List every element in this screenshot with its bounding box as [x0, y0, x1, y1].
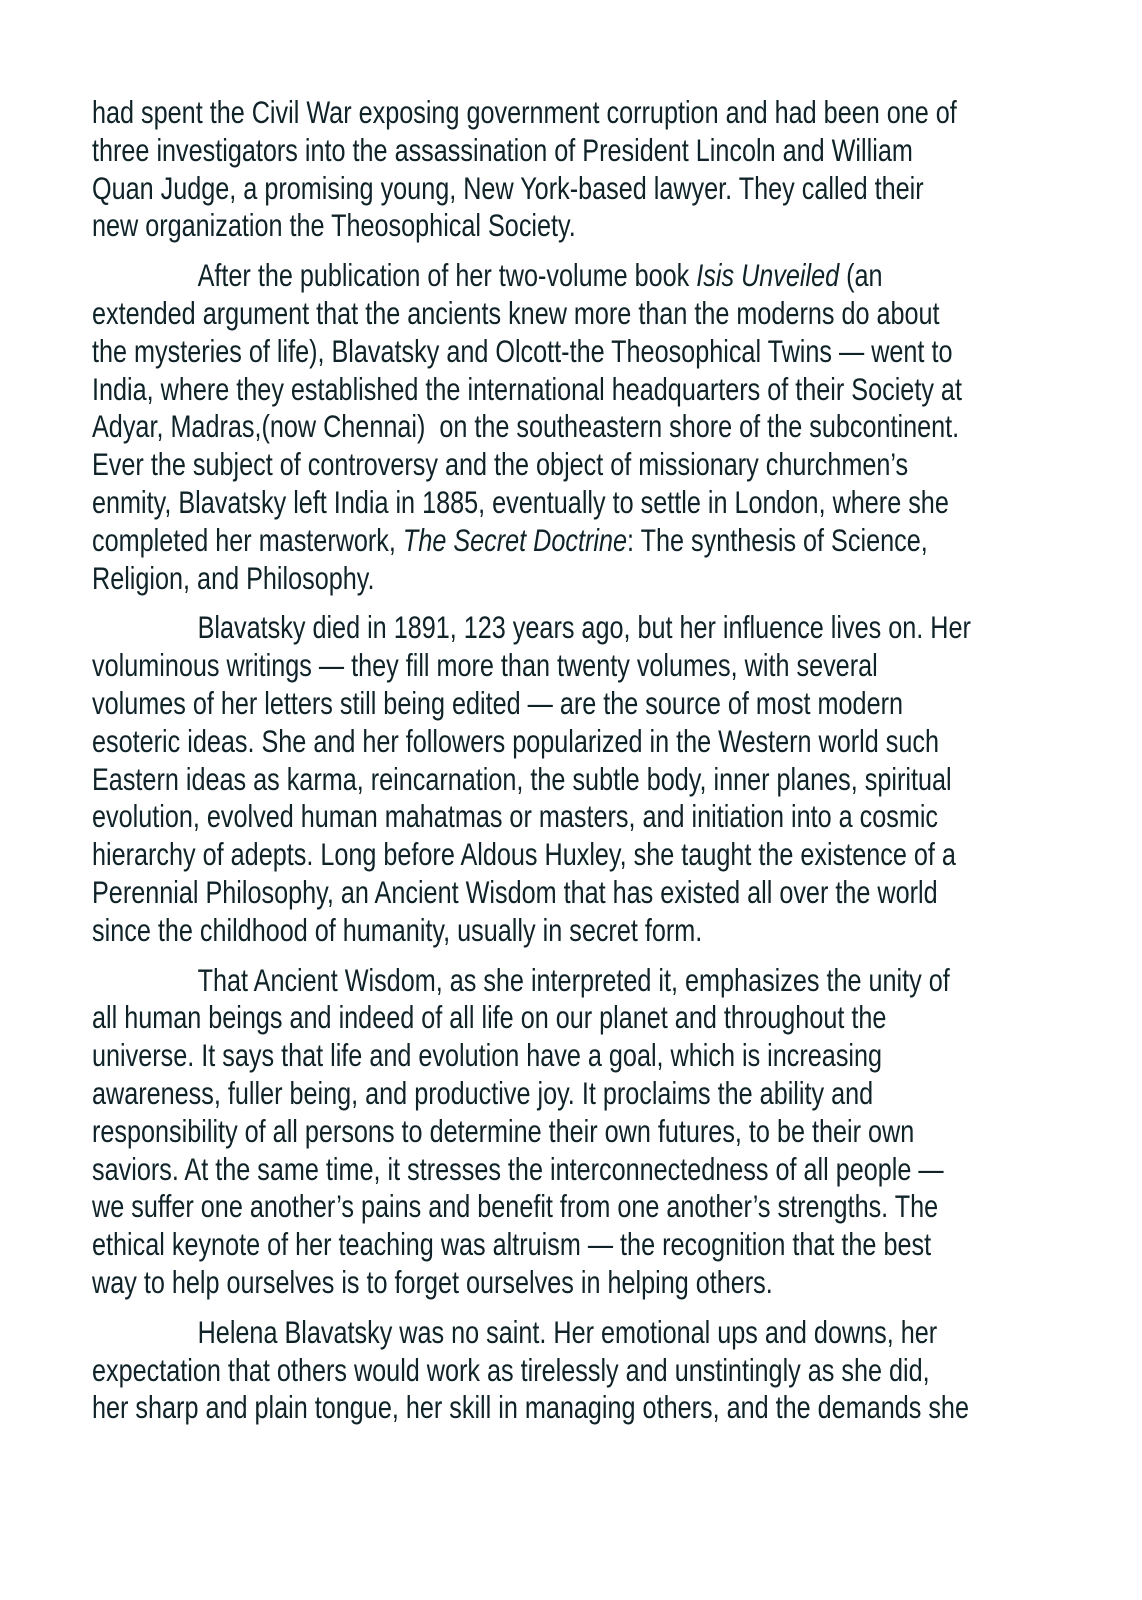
text-line: [92, 1112, 915, 1151]
text-segment: Religion, and Philosophy.: [92, 559, 375, 596]
text-segment: esoteric ideas. She and her followers popularized in the Western world such: [92, 722, 939, 759]
text-segment: evolution, evolved human mahatmas or masters, and initiation into a cosmic: [92, 798, 939, 835]
text-line: [92, 722, 939, 761]
text-line: [92, 446, 909, 484]
text-segment: Adyar, Madras,(now Chennai) on the southeastern shore of the subcontinent.: [92, 408, 960, 445]
text-segment: all human beings and indeed of all life on our planet and throughout the: [92, 999, 887, 1036]
text-line: [92, 370, 962, 409]
text-line: [92, 207, 860, 245]
text-line: [92, 1313, 938, 1352]
text-segment: After the publication of her two-volume book: [197, 257, 697, 294]
document-page: [92, 94, 1052, 1439]
text-segment: way to help ourselves is to forget ourselves in helping others.: [92, 1263, 773, 1300]
text-line: [92, 1351, 930, 1390]
text-line: [92, 999, 887, 1037]
book-title: The Secret Doctrine: [402, 521, 628, 558]
text-line: [92, 521, 928, 560]
text-segment: That Ancient Wisdom, as she interpreted it, emphasizes the unity of: [197, 961, 950, 998]
text-segment: new organization the Theosophical Society.: [92, 207, 576, 244]
text-line: [92, 408, 960, 446]
paragraph: [92, 94, 1052, 245]
text-line: [92, 94, 957, 132]
text-segment: responsibility of all persons to determine their own futures, to be their own: [92, 1112, 915, 1149]
text-segment: voluminous writings — they fill more than twenty volumes, with several: [92, 647, 878, 684]
text-line: [92, 1264, 860, 1302]
text-line: [92, 1074, 874, 1113]
text-segment: Ever the subject of controversy and the object of missionary churchmen’s: [92, 446, 909, 483]
text-segment: volumes of her letters still being edited — are the source of most modern: [92, 684, 903, 721]
text-segment: three investigators into the assassination of President Lincoln and William: [92, 131, 913, 168]
text-segment: Helena Blavatsky was no saint. Her emotional ups and downs, her: [197, 1313, 938, 1350]
text-segment: ethical keynote of her teaching was altruism — the recognition that the best: [92, 1226, 932, 1263]
text-line: [92, 1150, 944, 1189]
text-line: [92, 1037, 883, 1075]
text-line: [92, 294, 940, 333]
text-segment: hierarchy of adepts. Long before Aldous Huxley, she taught the existence of a: [92, 836, 956, 873]
text-segment: expectation that others would work as tirelessly and unstintingly as she did,: [92, 1351, 930, 1388]
text-line: [92, 873, 938, 912]
text-segment: India, where they established the international headquarters of their Society at: [92, 370, 962, 407]
text-line: [92, 560, 860, 598]
text-line: [92, 798, 939, 836]
text-segment: : The synthesis of Science,: [627, 521, 928, 558]
paragraph: [92, 962, 1052, 1302]
text-line: [92, 912, 860, 950]
book-title: Isis Unveiled: [696, 257, 840, 294]
paragraph: [92, 609, 1052, 949]
text-segment: completed her masterwork,: [92, 521, 403, 558]
text-segment: Quan Judge, a promising young, New York-based lawyer. They called their: [92, 169, 924, 206]
text-segment: the mysteries of life), Blavatsky and Olcott-the Theosophical Twins — went to: [92, 332, 953, 369]
text-segment: had spent the Civil War exposing government corruption and had been one of: [92, 94, 957, 130]
text-segment: universe. It says that life and evolution have a goal, which is increasing: [92, 1037, 883, 1074]
text-line: [92, 1226, 932, 1264]
text-line: [92, 647, 878, 685]
text-line: [92, 131, 913, 170]
paragraph: [92, 257, 1052, 597]
text-segment: her sharp and plain tongue, her skill in managing others, and the demands she: [92, 1389, 969, 1426]
text-line: [92, 257, 883, 295]
text-line: [92, 1188, 939, 1226]
text-line: [92, 609, 971, 647]
text-segment: since the childhood of humanity, usually in secret form.: [92, 911, 703, 948]
text-segment: saviors. At the same time, it stresses the interconnectedness of all people —: [92, 1150, 944, 1187]
text-line: [92, 760, 952, 799]
text-line: [92, 961, 950, 1000]
text-line: [92, 169, 924, 208]
text-line: [92, 684, 903, 723]
text-segment: awareness, fuller being, and productive joy. It proclaims the ability and: [92, 1074, 874, 1111]
text-segment: we suffer one another’s pains and benefit from one another’s strengths. The: [92, 1188, 939, 1225]
text-line: [92, 836, 956, 874]
text-segment: (an: [839, 257, 883, 294]
text-line: [92, 483, 949, 522]
text-segment: Blavatsky died in 1891, 123 years ago, but her influence lives on. Her: [197, 609, 971, 646]
text-segment: enmity, Blavatsky left India in 1885, eventually to settle in London, where she: [92, 483, 949, 520]
paragraph: [92, 1314, 1052, 1427]
text-line: [92, 1389, 969, 1427]
text-segment: extended argument that the ancients knew more than the moderns do about: [92, 294, 940, 331]
text-segment: Eastern ideas as karma, reincarnation, the subtle body, inner planes, spiritual: [92, 760, 952, 797]
text-line: [92, 332, 953, 371]
text-segment: Perennial Philosophy, an Ancient Wisdom that has existed all over the world: [92, 873, 938, 910]
